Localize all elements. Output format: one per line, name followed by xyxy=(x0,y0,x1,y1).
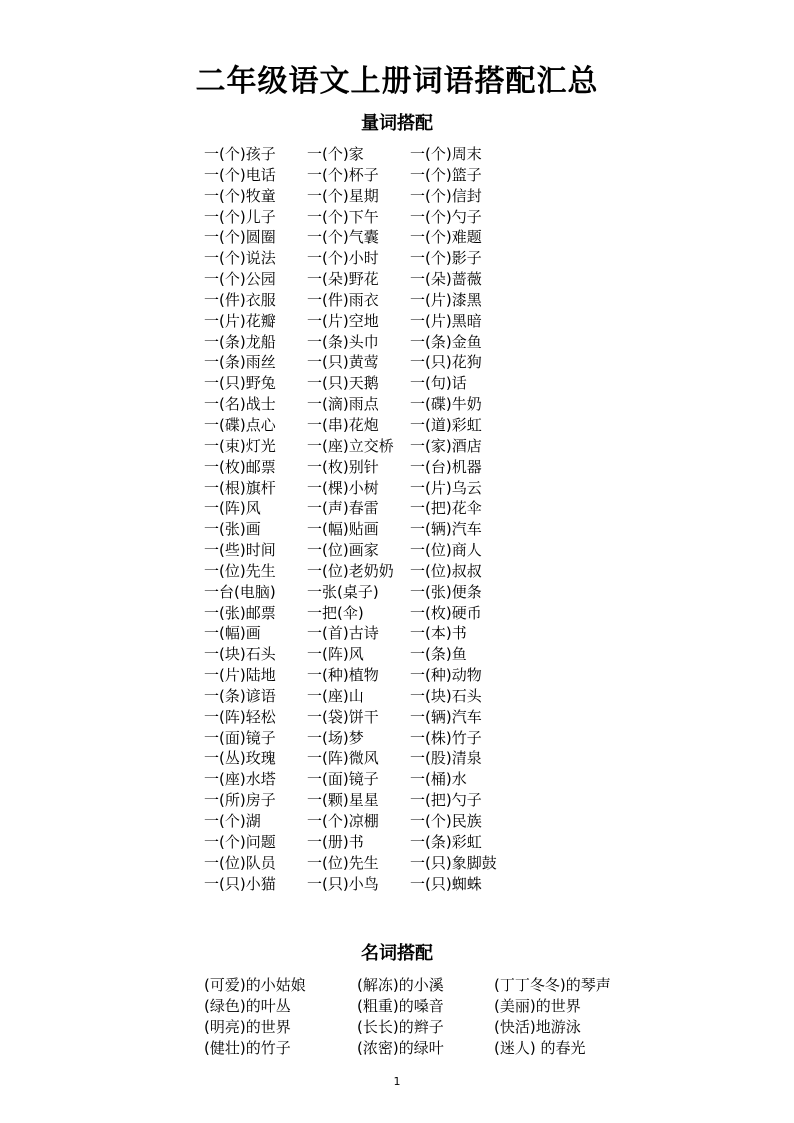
measure-word-item: 一(片)空地 xyxy=(307,311,379,330)
measure-word-item: 一(张)便条 xyxy=(410,582,482,601)
measure-word-item: 一(棵)小树 xyxy=(307,478,379,497)
measure-word-item: 一(个)星期 xyxy=(307,186,379,205)
measure-word-item: 一(个)问题 xyxy=(204,832,276,851)
measure-word-item: 一(个)圆圈 xyxy=(204,228,276,247)
measure-word-item: 一(条)鱼 xyxy=(410,645,467,664)
measure-word-item: 一(个)信封 xyxy=(410,186,482,205)
measure-word-item: 一把(伞) xyxy=(307,603,364,622)
measure-word-item: 一(位)画家 xyxy=(307,541,379,560)
measure-word-item: 一(位)叔叔 xyxy=(410,561,482,580)
measure-word-item: 一(册)书 xyxy=(307,832,364,851)
measure-word-item: 一(个)难题 xyxy=(410,228,482,247)
measure-word-item: 一(首)古诗 xyxy=(307,624,379,643)
measure-word-item: 一(只)小猫 xyxy=(204,874,276,893)
noun-phrase-item: (粗重)的嗓音 xyxy=(357,997,444,1015)
measure-word-item: 一(种)动物 xyxy=(410,666,482,685)
measure-word-item: 一(阵)风 xyxy=(307,645,364,664)
measure-word-item: 一(件)衣服 xyxy=(204,290,276,309)
measure-word-item: 一(个)家 xyxy=(307,145,364,163)
measure-word-item: 一(条)谚语 xyxy=(204,686,276,705)
measure-word-item: 一(张)邮票 xyxy=(204,603,276,622)
measure-word-item: 一(本)书 xyxy=(410,624,467,643)
measure-word-item: 一(座)水塔 xyxy=(204,770,276,789)
measure-word-item: 一张(桌子) xyxy=(307,582,379,601)
measure-word-item: 一(个)牧童 xyxy=(204,186,276,205)
measure-word-item: 一(只)小鸟 xyxy=(307,874,379,893)
measure-word-item: 一(个)周末 xyxy=(410,145,482,163)
measure-word-item: 一(个)民族 xyxy=(410,812,482,830)
measure-word-item: 一(串)花炮 xyxy=(307,415,379,434)
measure-word-item: 一(所)房子 xyxy=(204,791,276,810)
measure-word-item: 一(阵)微风 xyxy=(307,749,379,768)
section-heading-measure-words: 量词搭配 xyxy=(361,113,433,134)
noun-phrase-item: (快活)地游泳 xyxy=(494,1018,581,1036)
measure-word-item: 一(件)雨衣 xyxy=(307,290,379,309)
measure-word-item: 一(个)篮子 xyxy=(410,165,482,184)
noun-phrase-item: (明亮)的世界 xyxy=(204,1018,291,1036)
measure-word-item: 一(碟)牛奶 xyxy=(410,395,482,414)
measure-word-item: 一(种)植物 xyxy=(307,666,379,685)
noun-phrase-item: (可爱)的小姑娘 xyxy=(204,976,306,994)
measure-word-item: 一(枚)邮票 xyxy=(204,457,276,476)
measure-word-item: 一(张)画 xyxy=(204,520,261,539)
measure-word-item: 一(辆)汽车 xyxy=(410,520,482,539)
measure-word-item: 一(台)机器 xyxy=(410,457,482,476)
measure-word-item: 一(个)公园 xyxy=(204,270,276,289)
measure-word-item: 一(只)花狗 xyxy=(410,353,482,372)
measure-word-item: 一(面)镜子 xyxy=(307,770,379,789)
measure-word-item: 一(只)蜘蛛 xyxy=(410,874,482,893)
measure-word-item: 一(只)天鹅 xyxy=(307,374,379,393)
measure-word-item: 一(朵)蔷薇 xyxy=(410,270,482,289)
measure-word-item: 一(个)孩子 xyxy=(204,145,276,163)
measure-word-item: 一(条)龙船 xyxy=(204,332,276,351)
measure-word-item: 一(座)立交桥 xyxy=(307,436,394,455)
measure-word-item: 一(个)电话 xyxy=(204,165,276,184)
measure-word-item: 一(个)湖 xyxy=(204,812,261,830)
noun-phrase-item: (绿色)的叶丛 xyxy=(204,997,291,1015)
measure-word-item: 一(个)影子 xyxy=(410,249,482,268)
measure-word-item: 一(个)小时 xyxy=(307,249,379,268)
noun-phrase-item: (健壮)的竹子 xyxy=(204,1039,291,1057)
measure-word-item: 一(丛)玫瑰 xyxy=(204,749,276,768)
measure-word-item: 一(块)石头 xyxy=(204,645,276,664)
measure-word-item: 一(株)竹子 xyxy=(410,728,482,747)
page-title: 二年级语文上册词语搭配汇总 xyxy=(195,64,599,99)
measure-word-item: 一(片)乌云 xyxy=(410,478,482,497)
measure-word-item: 一(道)彩虹 xyxy=(410,415,482,434)
measure-word-item: 一(位)先生 xyxy=(204,561,276,580)
measure-word-item: 一(个)说法 xyxy=(204,249,276,268)
measure-word-item: 一(股)清泉 xyxy=(410,749,482,768)
measure-word-item: 一(个)凉棚 xyxy=(307,812,379,830)
measure-word-item: 一(位)商人 xyxy=(410,541,482,560)
measure-word-item: 一(片)陆地 xyxy=(204,666,276,685)
measure-word-item: 一(幅)贴画 xyxy=(307,520,379,539)
measure-word-item: 一(桶)水 xyxy=(410,770,467,789)
noun-phrase-item: (迷人) 的春光 xyxy=(494,1039,586,1057)
noun-phrase-item: (美丽)的世界 xyxy=(494,997,581,1015)
noun-phrase-item: (浓密)的绿叶 xyxy=(357,1039,444,1057)
noun-phrase-list xyxy=(204,975,634,1059)
measure-word-item: 一(片)黑暗 xyxy=(410,311,482,330)
measure-word-item: 一(条)头巾 xyxy=(307,332,379,351)
measure-word-item: 一台(电脑) xyxy=(204,582,276,601)
noun-phrase-item: (丁丁冬冬)的琴声 xyxy=(494,976,611,994)
measure-word-item: 一(面)镜子 xyxy=(204,728,276,747)
measure-word-list xyxy=(204,144,510,894)
measure-word-item: 一(只)野兔 xyxy=(204,374,276,393)
measure-word-item: 一(袋)饼干 xyxy=(307,707,379,726)
measure-word-item: 一(辆)汽车 xyxy=(410,707,482,726)
measure-word-item: 一(把)花伞 xyxy=(410,499,482,518)
measure-word-item: 一(根)旗杆 xyxy=(204,478,276,497)
measure-word-item: 一(位)队员 xyxy=(204,853,276,872)
measure-word-item: 一(条)雨丝 xyxy=(204,353,276,372)
measure-word-item: 一(名)战士 xyxy=(204,395,276,414)
measure-word-item: 一(句)话 xyxy=(410,374,467,393)
measure-word-item: 一(片)漆黑 xyxy=(410,290,482,309)
measure-word-item: 一(个)杯子 xyxy=(307,165,379,184)
measure-word-item: 一(幅)画 xyxy=(204,624,261,643)
page-number: 1 xyxy=(393,1075,401,1088)
measure-word-item: 一(个)气囊 xyxy=(307,228,379,247)
measure-word-item: 一(位)老奶奶 xyxy=(307,561,394,580)
measure-word-item: 一(场)梦 xyxy=(307,728,364,747)
noun-phrase-item: (解冻)的小溪 xyxy=(357,976,444,994)
measure-word-item: 一(枚)别针 xyxy=(307,457,379,476)
section-heading-noun-phrases: 名词搭配 xyxy=(361,943,433,964)
measure-word-item: 一(个)勺子 xyxy=(410,207,482,226)
noun-phrase-item: (长长)的辫子 xyxy=(357,1018,444,1036)
measure-word-item: 一(个)儿子 xyxy=(204,207,276,226)
measure-word-item: 一(枚)硬币 xyxy=(410,603,482,622)
measure-word-item: 一(碟)点心 xyxy=(204,415,276,434)
measure-word-item: 一(条)金鱼 xyxy=(410,332,482,351)
measure-word-item: 一(声)春雷 xyxy=(307,499,379,518)
measure-word-item: 一(朵)野花 xyxy=(307,270,379,289)
measure-word-item: 一(些)时间 xyxy=(204,541,276,560)
measure-word-item: 一(只)象脚鼓 xyxy=(410,853,497,872)
measure-word-item: 一(阵)风 xyxy=(204,499,261,518)
measure-word-item: 一(块)石头 xyxy=(410,686,482,705)
measure-word-item: 一(阵)轻松 xyxy=(204,707,276,726)
measure-word-item: 一(把)勺子 xyxy=(410,791,482,810)
measure-word-item: 一(颗)星星 xyxy=(307,791,379,810)
measure-word-item: 一(位)先生 xyxy=(307,853,379,872)
measure-word-item: 一(片)花瓣 xyxy=(204,311,276,330)
measure-word-item: 一(家)酒店 xyxy=(410,436,482,455)
measure-word-item: 一(座)山 xyxy=(307,686,364,705)
measure-word-item: 一(只)黄莺 xyxy=(307,353,379,372)
measure-word-item: 一(条)彩虹 xyxy=(410,832,482,851)
measure-word-item: 一(滴)雨点 xyxy=(307,395,379,414)
measure-word-item: 一(个)下午 xyxy=(307,207,379,226)
measure-word-item: 一(束)灯光 xyxy=(204,436,276,455)
